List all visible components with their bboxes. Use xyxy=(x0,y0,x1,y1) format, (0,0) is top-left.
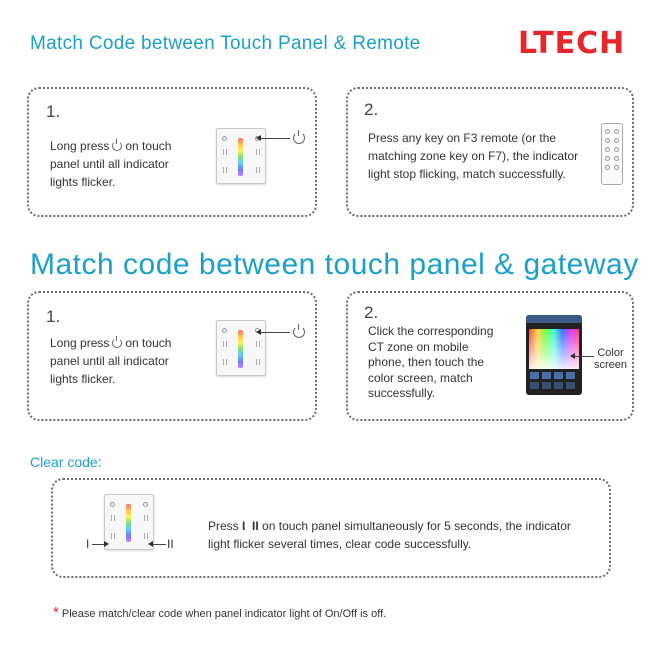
step-text: Press any key on F3 remote (or the matching zone key on F7), the indicator light stop flicking, match successfully. xyxy=(368,131,579,181)
power-icon xyxy=(293,326,305,338)
clear-code-title: Clear code: xyxy=(30,454,102,470)
power-icon xyxy=(112,141,122,151)
arrow-icon xyxy=(256,135,261,141)
key-label-left: I xyxy=(86,537,90,551)
arrow-icon xyxy=(256,329,261,335)
page-title: Match Code between Touch Panel & Remote xyxy=(30,33,421,54)
arrow-icon xyxy=(570,353,575,359)
step-text: Long press on touch panel until all indicator lights flicker. xyxy=(50,139,172,189)
color-screen-callout: Color screen xyxy=(594,347,628,371)
clear-code-text: Press I II on touch panel simultaneously for 5 seconds, the indicator light flicker several times, clear code successfully. xyxy=(208,519,571,551)
step-number: 1. xyxy=(46,307,61,326)
section-title-gateway: Match code between touch panel & gateway xyxy=(30,248,639,281)
step-text: Long press on touch panel until all indicator lights flicker. xyxy=(50,336,172,386)
pointer-line xyxy=(258,138,290,139)
step-number: 1. xyxy=(46,102,61,121)
pointer-line xyxy=(258,332,290,333)
step-text: Click the corresponding CT zone on mobile phone, then touch the color screen, match successfully. xyxy=(368,324,494,400)
pointer-line xyxy=(572,356,594,357)
touch-panel-image xyxy=(104,494,154,550)
arrow-icon xyxy=(148,541,153,547)
ltech-logo: LTECH xyxy=(518,26,626,61)
step-number: 2. xyxy=(364,303,379,322)
arrow-icon xyxy=(104,541,109,547)
footnote: * Please match/clear code when panel indicator light of On/Off is off. xyxy=(53,604,387,621)
power-icon xyxy=(293,132,305,144)
remote-control-image xyxy=(601,123,623,185)
power-icon xyxy=(112,338,122,348)
asterisk-icon: * xyxy=(53,604,59,621)
step-number: 2. xyxy=(364,100,379,119)
key-label-right: II xyxy=(167,537,174,551)
